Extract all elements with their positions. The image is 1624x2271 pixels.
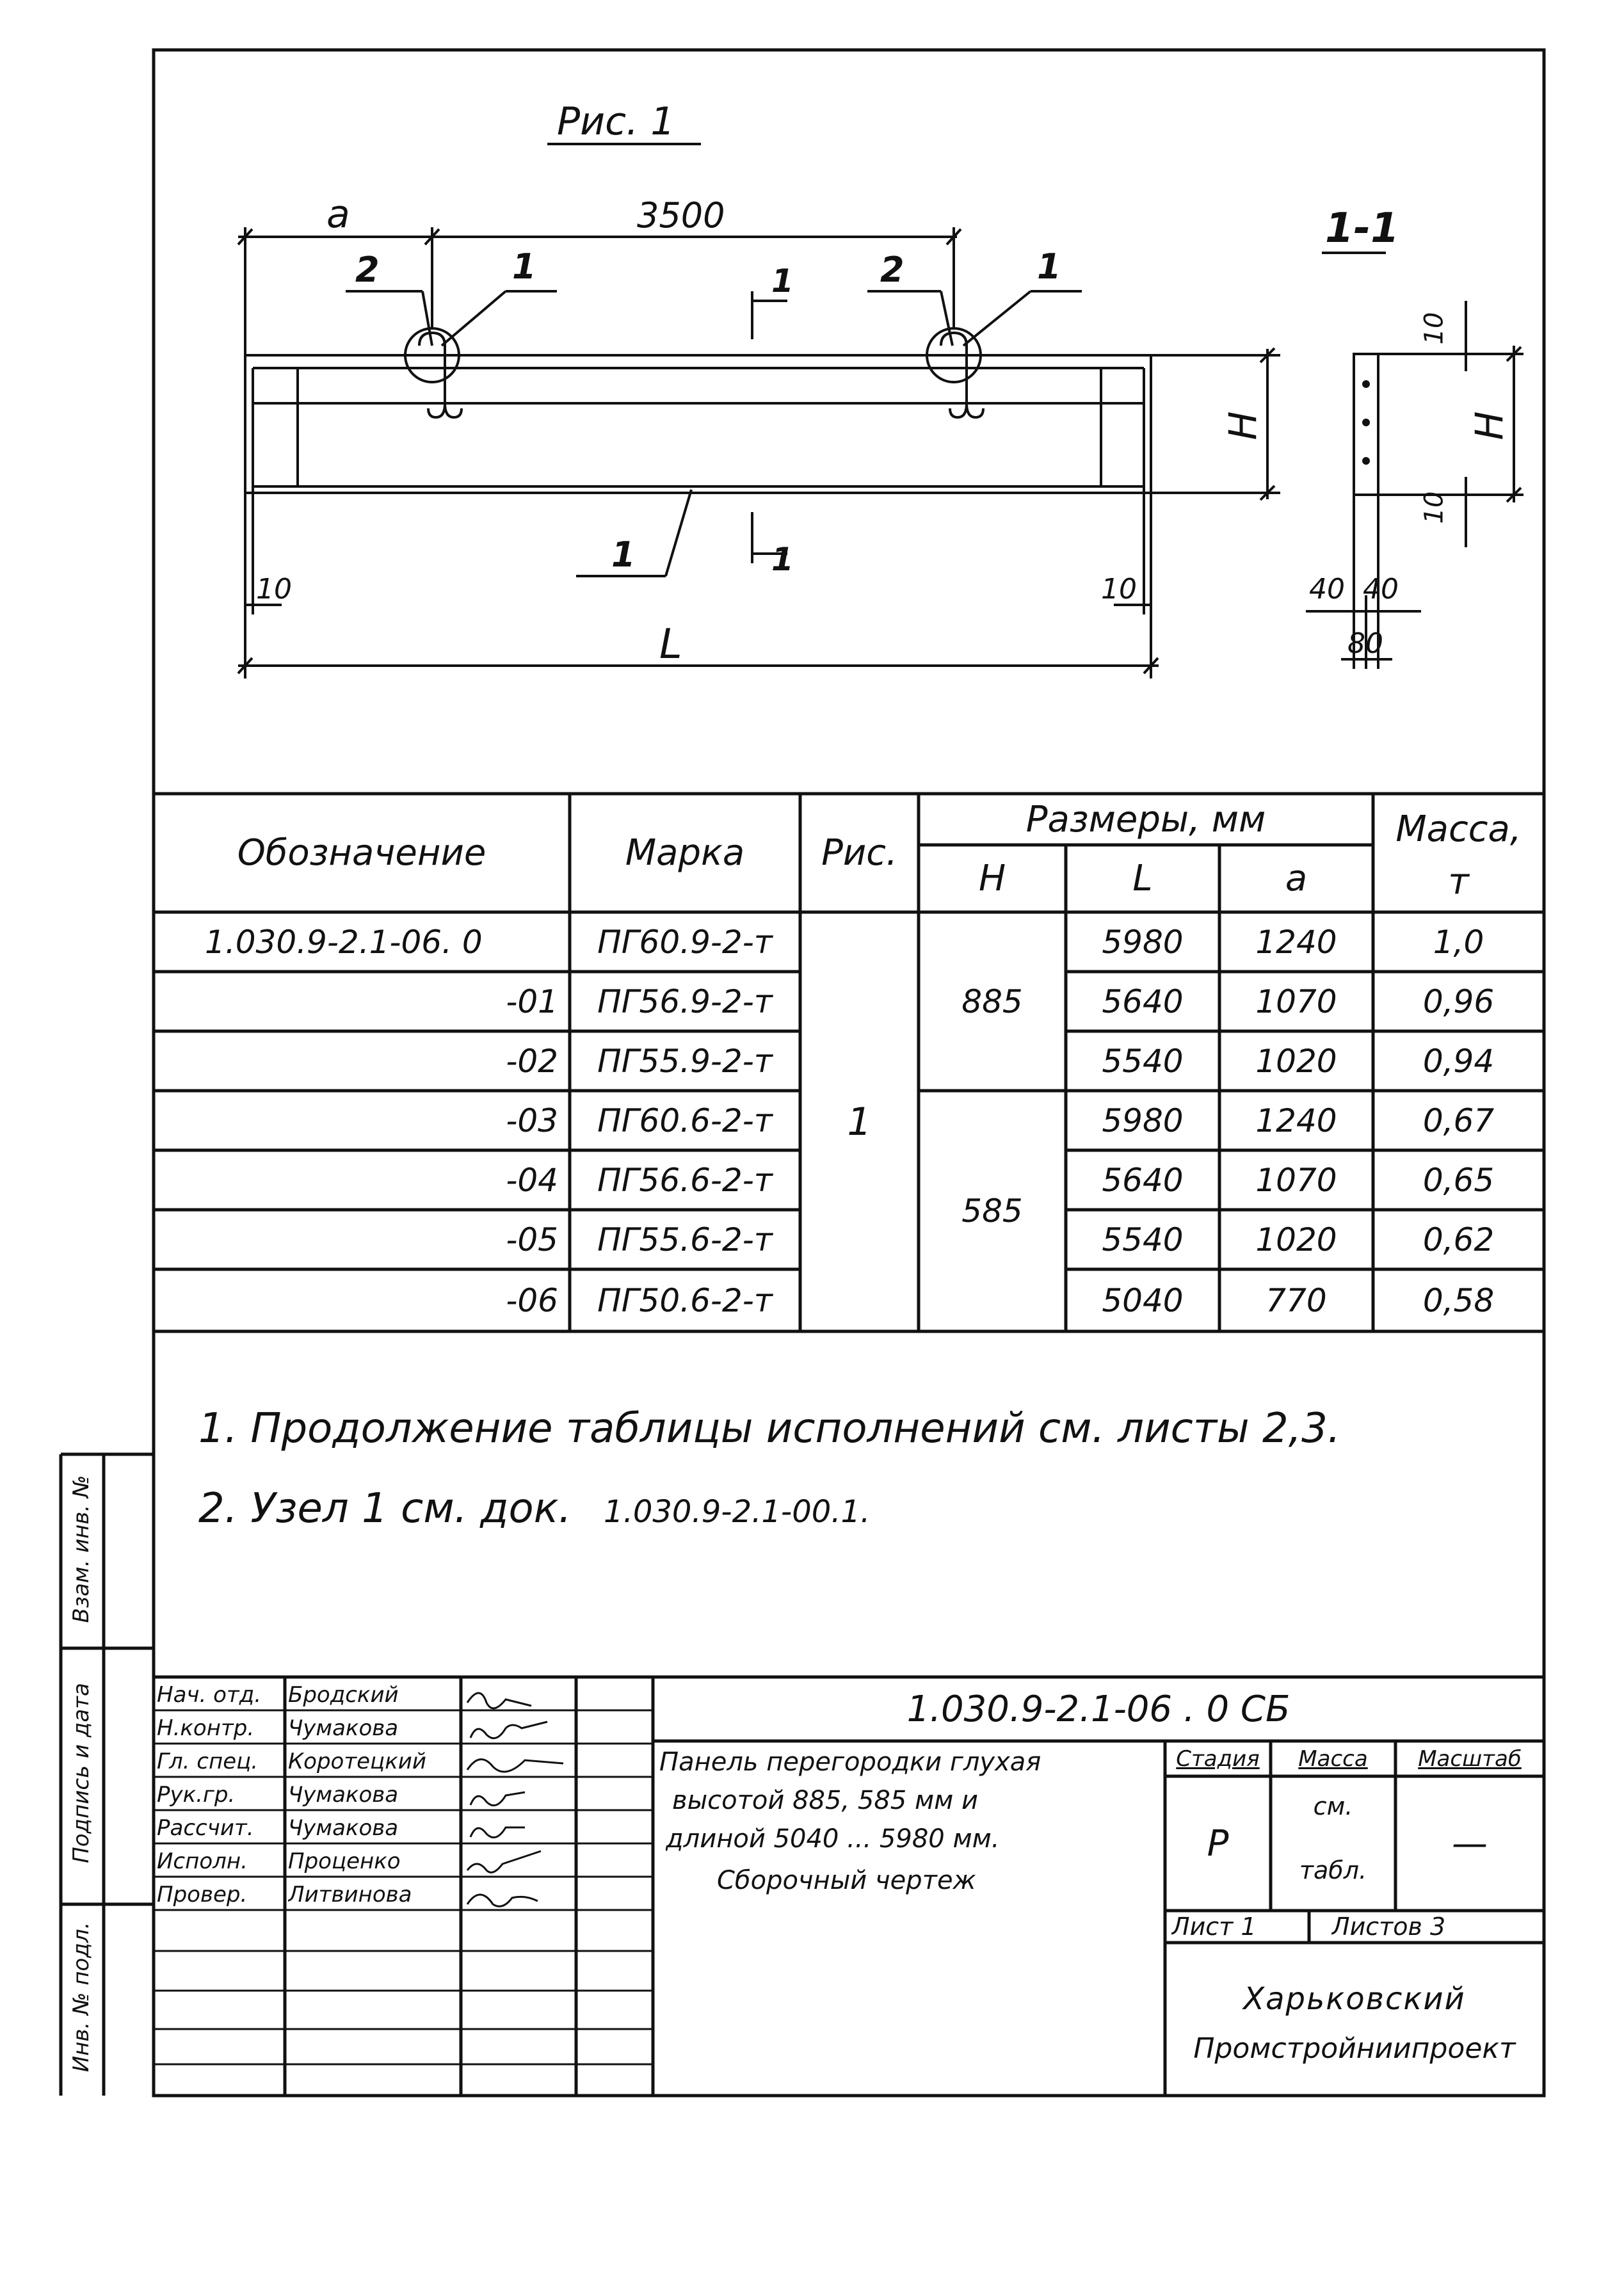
signature-2 (470, 1722, 547, 1738)
callout-2-right: 2 (880, 250, 904, 290)
table-row-L: 5540 (1102, 1042, 1184, 1080)
table-row-a: 770 (1266, 1281, 1327, 1319)
dim-L: L (659, 621, 682, 668)
table-row-designation: -02 (506, 1042, 558, 1080)
callout-2-left: 2 (355, 250, 380, 290)
role-7: Провер. (157, 1882, 248, 1907)
table-row-a: 1240 (1255, 923, 1337, 961)
fig-value: 1 (847, 1099, 872, 1144)
dim-40-40: 40 40 (1309, 573, 1399, 606)
table-row-mass: 0,58 (1422, 1281, 1495, 1319)
header-designation: Обозначение (237, 832, 486, 874)
callout-1-left: 1 (512, 246, 536, 287)
table-row-mass: 0,96 (1422, 983, 1495, 1020)
note-1: 1. Продолжение таблицы исполнений см. листы 2,3. (198, 1405, 1341, 1452)
sheets-total: Листов 3 (1331, 1913, 1446, 1941)
header-H: H (978, 858, 1006, 899)
header-mass: Масса, (1395, 808, 1522, 850)
table-row-mark: ПГ50.6-2-т (597, 1281, 773, 1319)
section-mark-bottom: 1 (771, 541, 794, 578)
dim-10-left: 10 (256, 573, 292, 606)
header-L: L (1132, 858, 1153, 899)
doc-code: 1.030.9-2.1-06 . 0 СБ (906, 1688, 1290, 1730)
stamp-inv-vzam: Взам. инв. № (68, 1475, 94, 1623)
desc-line-3: длиной 5040 ... 5980 мм. (666, 1824, 1000, 1854)
dim-3500: 3500 (637, 195, 725, 236)
name-3: Коротецкий (288, 1749, 426, 1774)
scale-label: Масштаб (1418, 1745, 1522, 1772)
table-row-designation: -06 (506, 1281, 558, 1319)
table-row-L: 5640 (1102, 1161, 1184, 1199)
name-4: Чумакова (288, 1782, 399, 1808)
header-dimensions: Размеры, мм (1025, 798, 1266, 840)
role-3: Гл. спец. (157, 1749, 259, 1774)
stamp-inv-podl: Инв. № подл. (68, 1922, 94, 2073)
stage-label: Стадия (1176, 1745, 1260, 1772)
role-5: Рассчит. (157, 1815, 254, 1841)
table-row-designation: 1.030.9-2.1-06. 0 (205, 923, 483, 961)
signature-4 (470, 1792, 525, 1806)
table-row-mark: ПГ56.6-2-т (597, 1161, 773, 1199)
header-mark: Марка (625, 832, 745, 874)
signature-1 (467, 1693, 531, 1708)
table-row-designation: -04 (506, 1161, 558, 1199)
table-row-a: 1070 (1255, 983, 1337, 1020)
name-6: Проценко (288, 1849, 401, 1874)
table-row-L: 5640 (1102, 983, 1184, 1020)
table-row-a: 1240 (1255, 1102, 1337, 1139)
section-mark-top: 1 (771, 262, 794, 300)
table-row-mark: ПГ56.9-2-т (597, 983, 773, 1020)
signature-3 (467, 1760, 563, 1772)
stage-value: Р (1207, 1822, 1229, 1865)
name-2: Чумакова (288, 1715, 399, 1741)
mass-label: Масса (1298, 1745, 1368, 1772)
table-row-mark: ПГ60.6-2-т (597, 1102, 773, 1139)
table-row-mass: 0,62 (1422, 1221, 1495, 1258)
figure-title: Рис. 1 (557, 99, 675, 144)
desc-line-1: Панель перегородки глухая (659, 1747, 1041, 1777)
dim-10-right: 10 (1101, 573, 1137, 606)
role-4: Рук.гр. (157, 1782, 236, 1808)
desc-line-2: высотой 885, 585 мм и (672, 1786, 979, 1815)
table-row-mark: ПГ60.9-2-т (597, 923, 773, 961)
table-row-mass: 1,0 (1433, 923, 1484, 961)
header-a: a (1285, 858, 1308, 899)
sheet-number: Лист 1 (1171, 1913, 1257, 1941)
desc-line-4: Сборочный чертеж (717, 1866, 976, 1895)
name-5: Чумакова (288, 1815, 399, 1841)
table-row-mark: ПГ55.9-2-т (597, 1042, 773, 1080)
callout-1-right: 1 (1037, 246, 1061, 287)
signature-6 (467, 1851, 541, 1872)
note-2-doc: 1.030.9-2.1-00.1. (604, 1494, 871, 1530)
section-1-1 (1306, 253, 1524, 669)
table-row-L: 5980 (1102, 1102, 1184, 1139)
role-1: Нач. отд. (157, 1682, 262, 1708)
table-row-mass: 0,65 (1422, 1161, 1495, 1199)
org-line-2: Промстройниипроект (1193, 2032, 1516, 2065)
callout-1-bottom: 1 (611, 534, 636, 575)
name-7: Литвинова (288, 1882, 412, 1907)
dim-80: 80 (1347, 627, 1383, 660)
signature-7 (467, 1895, 538, 1906)
table-row-a: 1070 (1255, 1161, 1337, 1199)
table-row-a: 1020 (1255, 1042, 1337, 1080)
note-2-prefix: 2. Узел 1 см. док. (198, 1485, 572, 1532)
table-row-mark: ПГ55.6-2-т (597, 1221, 773, 1258)
table-row-designation: -01 (506, 983, 558, 1020)
H-group-885: 885 (961, 983, 1023, 1020)
role-2: Н.контр. (157, 1715, 255, 1741)
signature-5 (470, 1827, 525, 1838)
signatures (467, 1693, 563, 1906)
note-2 (198, 1485, 870, 1532)
table-row-L: 5040 (1102, 1281, 1184, 1319)
header-fig: Рис. (821, 832, 897, 874)
mass-value-1: см. (1313, 1792, 1353, 1820)
dim-a: a (326, 192, 350, 237)
header-mass-unit: т (1448, 861, 1469, 903)
table-row-mass: 0,94 (1422, 1042, 1495, 1080)
table-row-L: 5980 (1102, 923, 1184, 961)
dim-H-section: H (1467, 411, 1513, 440)
org-line-1: Харьковский (1243, 1981, 1466, 2017)
mass-value-2: табл. (1299, 1856, 1367, 1884)
stamp-sign-date: Подпись и дата (68, 1683, 94, 1863)
table-row-designation: -05 (506, 1221, 558, 1258)
table-row-L: 5540 (1102, 1221, 1184, 1258)
table-row-mass: 0,67 (1422, 1102, 1495, 1139)
scale-value: — (1452, 1822, 1488, 1865)
dim-H-elevation: H (1221, 411, 1266, 440)
name-1: Бродский (288, 1682, 399, 1708)
H-group-585: 585 (961, 1192, 1023, 1230)
dim-10-section-top: 10 (1419, 312, 1449, 345)
section-title: 1-1 (1325, 205, 1399, 252)
dim-10-section-bottom: 10 (1419, 491, 1449, 524)
table-row-a: 1020 (1255, 1221, 1337, 1258)
role-6: Исполн. (157, 1849, 248, 1874)
table-row-designation: -03 (506, 1102, 558, 1139)
